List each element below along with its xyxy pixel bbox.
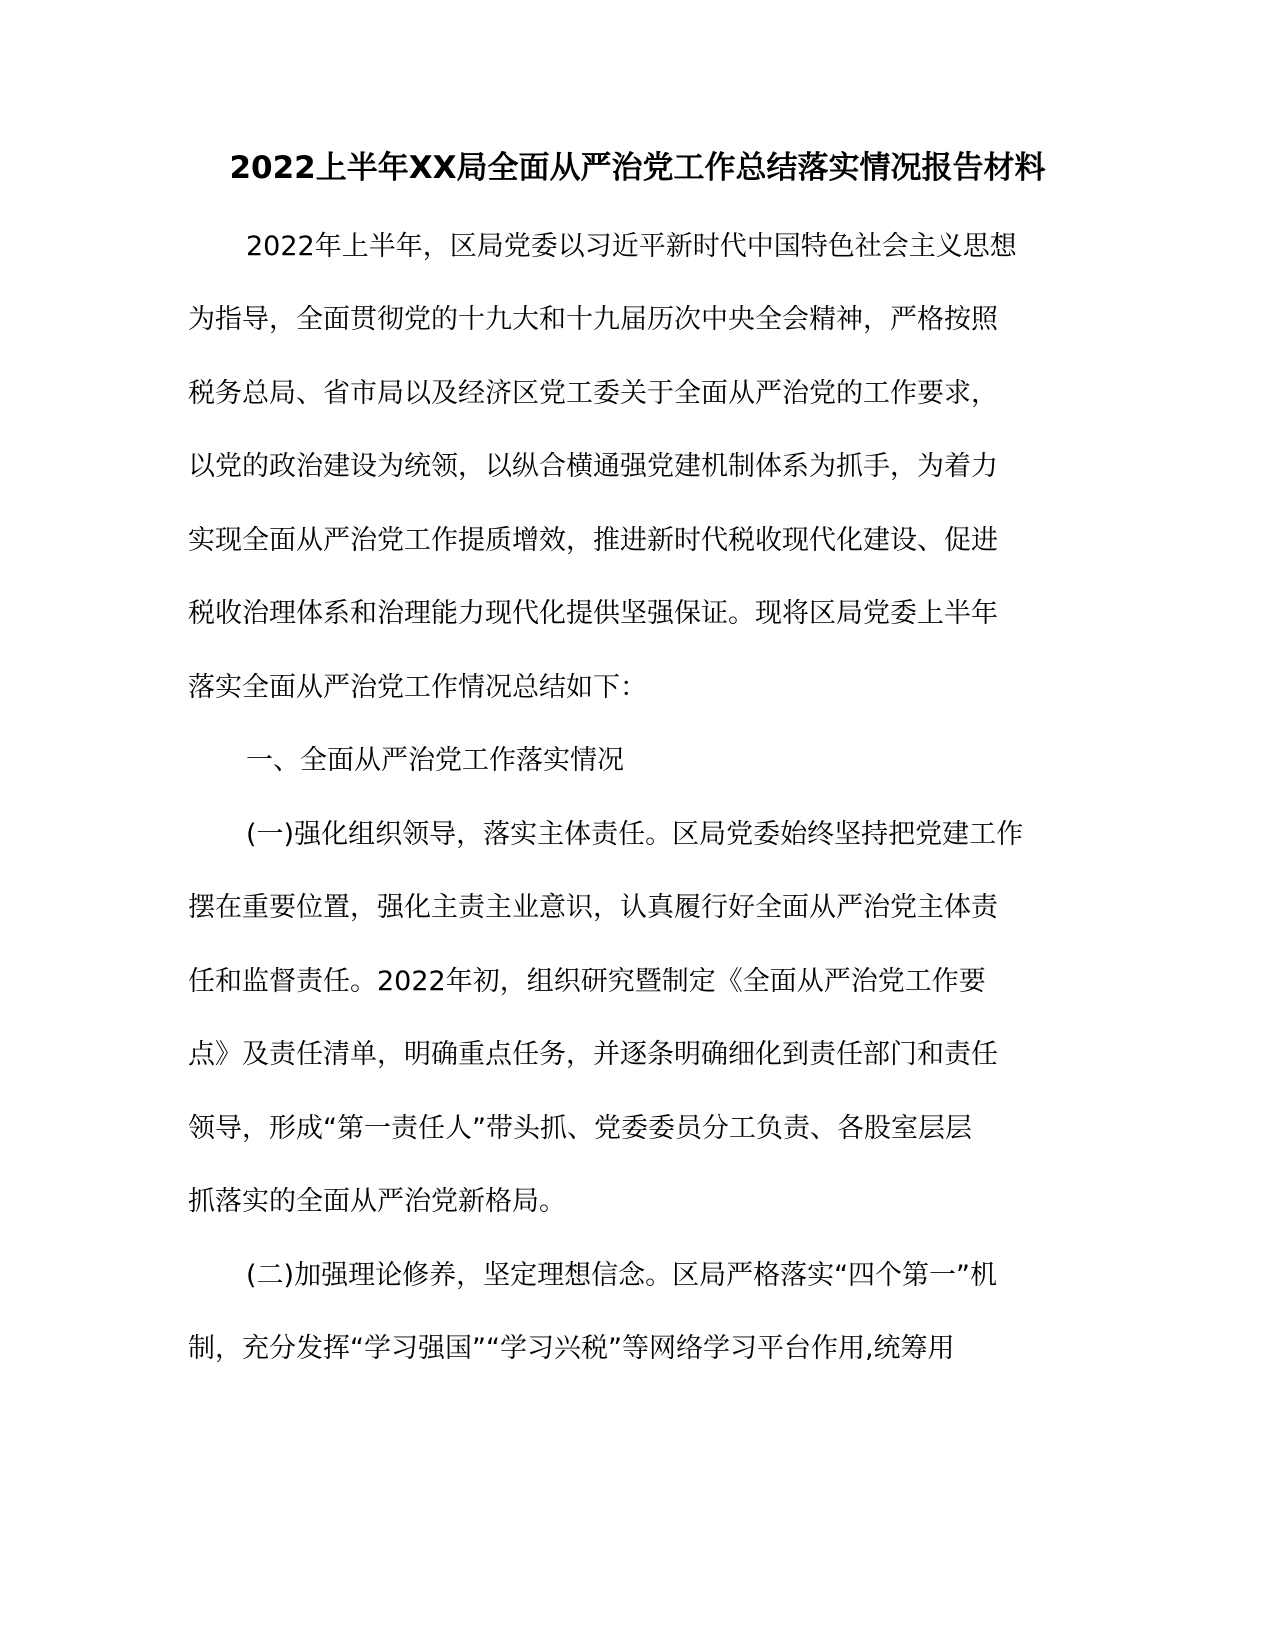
paragraph-line: 为指导，全面贯彻党的十九大和十九届历次中央全会精神，严格按照	[188, 304, 998, 335]
paragraph-line: 税收治理体系和治理能力现代化提供坚强保证。现将区局党委上半年	[188, 598, 998, 629]
paragraph-line: 点》及责任清单，明确重点任务，并逐条明确细化到责任部门和责任	[188, 1039, 998, 1070]
paragraph-line: 抓落实的全面从严治党新格局。	[188, 1186, 566, 1217]
paragraph-line: 领导，形成“第一责任人”带头抓、党委委员分工负责、各股室层层	[188, 1113, 972, 1144]
paragraph-line: (二)加强理论修养，坚定理想信念。区局严格落实“四个第一”机	[246, 1260, 998, 1291]
paragraph-line: 任和监督责任。2022年初，组织研究暨制定《全面从严治党工作要	[188, 966, 986, 997]
document-title: 2022上半年XX局全面从严治党工作总结落实情况报告材料	[229, 150, 1046, 186]
paragraph-line: 摆在重要位置，强化主责主业意识，认真履行好全面从严治党主体责	[188, 892, 998, 923]
paragraph-line: 落实全面从严治党工作情况总结如下：	[188, 672, 647, 703]
paragraph-line: 实现全面从严治党工作提质增效，推进新时代税收现代化建设、促进	[188, 525, 998, 556]
section-heading: 一、全面从严治党工作落实情况	[246, 745, 624, 776]
paragraph-line: 税务总局、省市局以及经济区党工委关于全面从严治党的工作要求，	[188, 378, 998, 409]
paragraph-line: 制，充分发挥“学习强国”“学习兴税”等网络学习平台作用,统筹用	[188, 1333, 955, 1364]
paragraph-line: (一)强化组织领导，落实主体责任。区局党委始终坚持把党建工作	[246, 819, 1024, 850]
paragraph-line: 2022年上半年，区局党委以习近平新时代中国特色社会主义思想	[246, 231, 1017, 262]
paragraph-line: 以党的政治建设为统领，以纵合横通强党建机制体系为抓手，为着力	[188, 451, 998, 482]
